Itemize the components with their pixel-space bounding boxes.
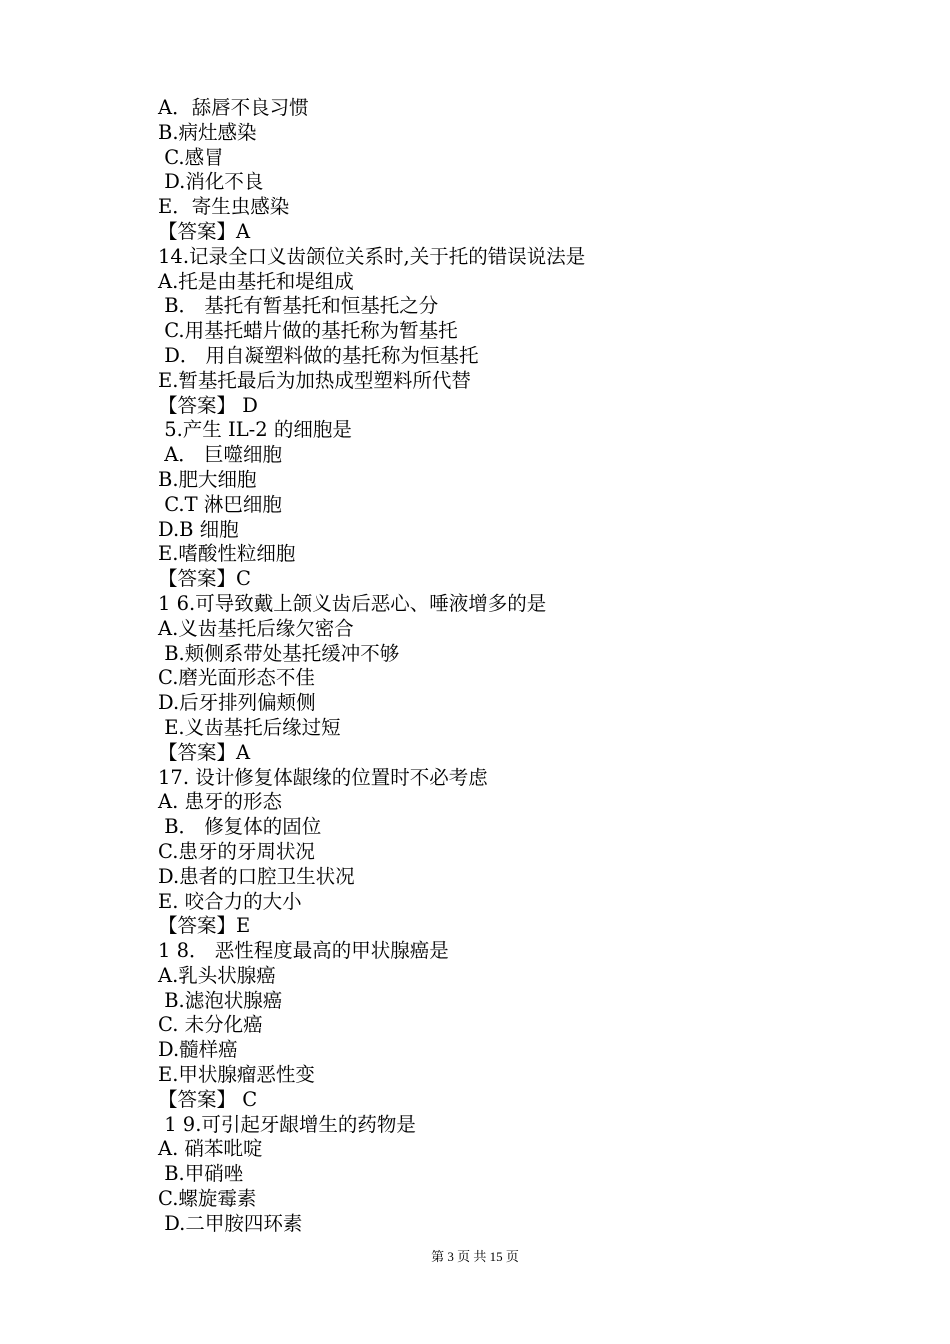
text-line: 【答案】A <box>158 219 251 243</box>
text-line: E．寄生虫感染 <box>158 195 290 219</box>
text-line: E.嗜酸性粒细胞 <box>158 542 296 566</box>
text-line: A. 硝苯吡啶 <box>158 1137 263 1161</box>
text-line: B.肥大细胞 <box>158 467 257 491</box>
text-line: A.乳头状腺癌 <box>158 963 276 987</box>
text-line: A.托是由基托和堤组成 <box>158 269 354 293</box>
text-line: 17. 设计修复体龈缘的位置时不必考虑 <box>158 765 488 789</box>
text-line: B.甲硝唑 <box>158 1162 244 1186</box>
text-line: D.后牙排列偏颊侧 <box>158 691 316 715</box>
text-line: D.消化不良 <box>158 170 264 194</box>
text-line: D.B 细胞 <box>158 517 239 541</box>
text-line: A．舔唇不良习惯 <box>158 96 309 119</box>
text-line: C.磨光面形态不佳 <box>158 666 315 690</box>
text-line: B． 基托有暂基托和恒基托之分 <box>158 294 439 318</box>
text-line: 14.记录全口义齿颌位关系时,关于托的错误说法是 <box>158 244 586 268</box>
text-line: E.甲状腺瘤恶性变 <box>158 1063 315 1087</box>
text-line: A.义齿基托后缘欠密合 <box>158 616 354 640</box>
text-line: C.用基托蜡片做的基托称为暂基托 <box>158 319 458 343</box>
text-line: D.患者的口腔卫生状况 <box>158 864 355 888</box>
text-line: 【答案】 C <box>158 1087 258 1111</box>
text-line: 【答案】 D <box>158 393 258 417</box>
text-line: 【答案】E <box>158 914 251 938</box>
text-line: B． 修复体的固位 <box>158 815 322 839</box>
text-line: C.患牙的牙周状况 <box>158 839 315 863</box>
text-line: A. 患牙的形态 <box>158 790 282 814</box>
text-line: C. 未分化癌 <box>158 1013 263 1037</box>
text-line: B.病灶感染 <box>158 120 257 144</box>
text-line: E.义齿基托后缘过短 <box>158 715 341 739</box>
text-line: E.暂基托最后为加热成型塑料所代替 <box>158 368 471 392</box>
text-line: B.滤泡状腺癌 <box>158 988 283 1012</box>
page-footer: 第 3 页 共 15 页 <box>431 1249 519 1264</box>
text-line: A． 巨噬细胞 <box>158 443 282 467</box>
text-line: C.T 淋巴细胞 <box>158 492 282 516</box>
text-line: 【答案】A <box>158 740 251 764</box>
text-line: D． 用自凝塑料做的基托称为恒基托 <box>158 343 479 367</box>
text-line: 1 9.可引起牙龈增生的药物是 <box>158 1112 416 1136</box>
text-line: E. 咬合力的大小 <box>158 889 302 913</box>
question-list <box>158 96 798 1237</box>
text-line: D.髓样癌 <box>158 1038 238 1062</box>
text-line: 【答案】C <box>158 567 251 591</box>
text-line: 1 8． 恶性程度最高的甲状腺癌是 <box>158 939 449 963</box>
text-line: 5.产生 IL-2 的细胞是 <box>158 418 352 442</box>
text-line: C.螺旋霉素 <box>158 1187 257 1211</box>
text-line: D.二甲胺四环素 <box>158 1211 303 1235</box>
text-line: B.颊侧系带处基托缓冲不够 <box>158 641 400 665</box>
text-line: 1 6.可导致戴上颌义齿后恶心、唾液增多的是 <box>158 591 547 615</box>
text-line: C.感冒 <box>158 145 224 169</box>
